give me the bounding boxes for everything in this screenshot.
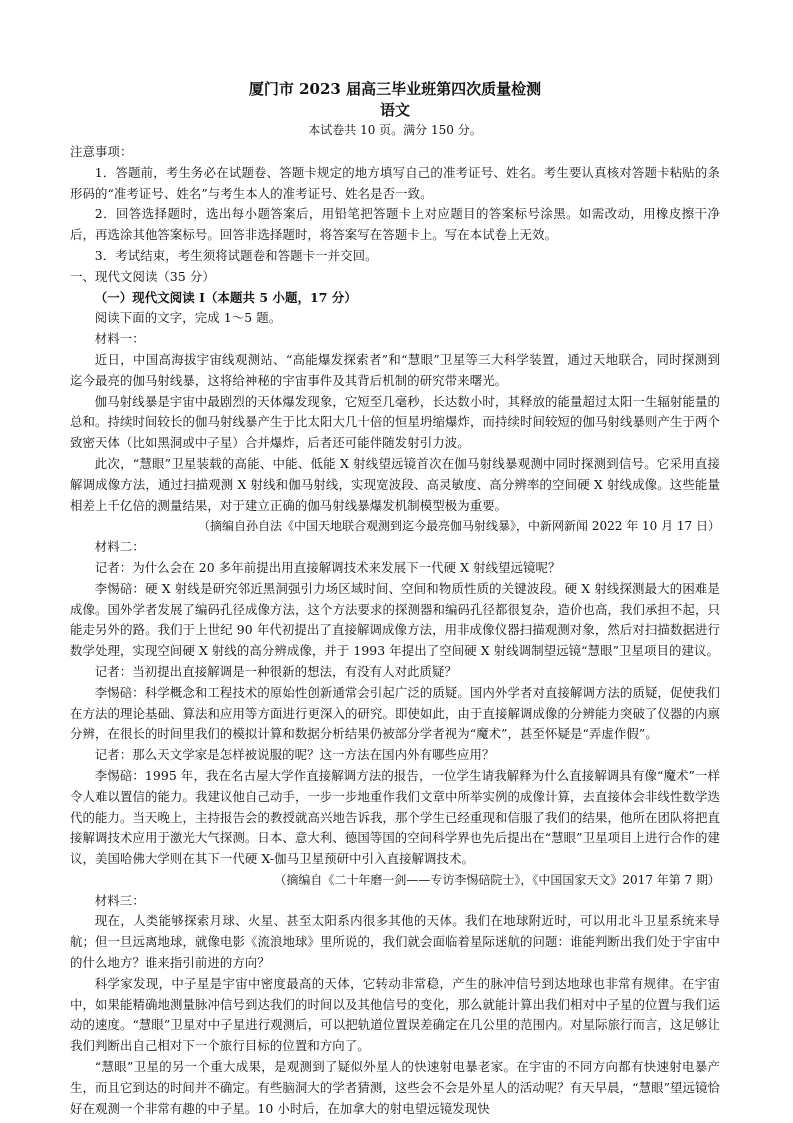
- material2-paragraph: 记者：为什么会在 20 多年前提出用直接解调技术来发展下一代硬 X 射线望远镜呢？: [94, 559, 561, 575]
- notice-item-3: 3．考试结束，考生须将试题卷和答题卡一并交回。: [94, 247, 378, 263]
- material3-label: 材料三：: [94, 892, 145, 908]
- material2-paragraph: 记者：那么天文学家是怎样被说服的呢？这一方法在国内外有哪些应用？: [94, 747, 495, 763]
- subsection-heading: （一）现代文阅读 I（本题共 5 小题，17 分）: [94, 289, 357, 305]
- notice-heading: 注意事项：: [70, 144, 133, 159]
- material1-paragraph: 近日，中国高海拔宇宙线观测站、“高能爆发探索者”和“慧眼”卫星等三大科学装置，通过天地联合，同时探测到迄今最亮的伽马射线暴，这将给神秘的宇宙事件及其背后机制的研究带来曙光。: [70, 351, 720, 388]
- material2-paragraph: 李惕碚：1995 年，我在名古屋大学作直接解调方法的报告，一位学生请我解释为什么直接解调具有像“魔术”一样令人难以置信的能力。我建议他自己动手，一步一步地重作我们文章中所举实例的成像计算，去直接体会非线性数学迭代的能力。当天晚上，主持报告会的教授就高兴地告诉我，那个学生已经重现和信服了我们的结果，他所在团队将把直接解调技术应用于激光大气探测。日本、意大利、德国等国的空间科学界也先后提出在“慧眼”卫星项目上进行合作的建议，美国哈佛大学则在其下一代硬 X-伽马卫星预研中引入直接解调技术。: [70, 767, 720, 867]
- exam-page: [70, 72, 720, 1119]
- section-heading: 一、现代文阅读（35 分）: [70, 268, 215, 284]
- material1-source: （摘编自孙自法《中国天地联合观测到迄今最亮伽马射线暴》，中新网新闻 2022 年 10 月 17 日）: [198, 519, 720, 534]
- material1-label: 材料一：: [94, 331, 145, 347]
- exam-subject: 语文: [379, 101, 410, 119]
- material3-paragraph: 现在，人类能够探索月球、火星、甚至太阳系内很多其他的天体。我们在地球附近时，可以用北斗卫星系统来导航；但一旦远离地球，就像电影《流浪地球》里所说的，我们就会面临着星际迷航的问题：谁能判断出我们处于宇宙中的什么地方？谁来指引前进的方向？: [70, 913, 720, 971]
- material2-source: （摘编自《二十年磨一剑——专访李惕碚院士》，《中国国家天文》2017 年第 7 期）: [274, 872, 720, 887]
- notice-item-1: 1．答题前，考生务必在试题卷、答题卡规定的地方填写自己的准考证号、姓名。考生要认真核对答题卡粘贴的条形码的“准考证号、姓名”与考生本人的准考证号、姓名是否一致。: [70, 164, 720, 201]
- material2-paragraph: 记者：当初提出直接解调是一种很新的想法，有没有人对此质疑？: [94, 663, 458, 679]
- material1-paragraph: 伽马射线暴是宇宙中最剧烈的天体爆发现象，它短至几毫秒，长达数小时，其释放的能量超过太阳一生辐射能量的总和。持续时间较长的伽马射线暴产生于比太阳大几十倍的恒星坍缩爆炸，而持续时间较短的伽马射线暴则产生于两个致密天体（比如黑洞或中子星）合并爆炸，后者还可能伴随发射引力波。: [70, 393, 720, 451]
- notice-item-2: 2．回答选择题时，选出每小题答案后，用铅笔把答题卡上对应题目的答案标号涂黑。如需改动，用橡皮擦干净后，再选涂其他答案标号。回答非选择题时，将答案写在答题卡上。写在本试卷上无效。: [70, 206, 720, 243]
- material2-paragraph: 李惕碚：科学概念和工程技术的原始性创新通常会引起广泛的质疑。国内外学者对直接解调方法的质疑，促使我们在方法的理论基础、算法和应用等方面进行更深入的研究。即使如此，由于直接解调成像的分辨能力突破了仪器的内禀分辨，在很长的时间里我们的模拟计算和数据分析结果仍被部分学者视为“魔术”，甚至怀疑是“弄虚作假”。: [70, 684, 720, 742]
- material3-paragraph: “慧眼”卫星的另一个重大成果，是观测到了疑似外星人的快速射电暴老家。在宇宙的不同方向都有快速射电暴产生，而且它到达的时间并不确定。有些脑洞大的学者猜测，这些会不会是外星人的活动呢？有天早晨，“慧眼”望远镜恰好在观测一个非常有趣的中子星。10 小时后，在加拿大的射电望远镜发现快: [70, 1059, 720, 1116]
- material2-label: 材料二：: [94, 539, 145, 555]
- material2-paragraph: 李惕碚：硬 X 射线是研究邻近黑洞强引力场区域时间、空间和物质性质的关键波段。硬 X 射线探测最大的困难是成像。国外学者发展了编码孔径成像方法，这个方法要求的探测器和编码孔径都很复杂，造价也高，我们承担不起，只能走另外的路。我们于上世纪 90 年代初提出了直接解调成像方法，用非成像仪器扫描观测对象，然后对扫描数据进行数学处理，实现空间硬 X 射线的高分辨成像，并于 1993 年提出了空间硬 X 射线调制望远镜“慧眼”卫星项目的建议。: [70, 580, 720, 659]
- exam-meta: 本试卷共 10 页。满分 150 分。: [308, 123, 482, 137]
- instruction: 阅读下面的文字，完成 1～5 题。: [94, 310, 282, 326]
- exam-title: 厦门市 2023 届高三毕业班第四次质量检测: [248, 80, 542, 98]
- material3-paragraph: 科学家发现，中子星是宇宙中密度最高的天体，它转动非常稳，产生的脉冲信号到达地球也非常有规律。在宇宙中，如果能精确地测量脉冲信号到达我们的时间以及其他信号的变化，那么就能计算出我们相对中子星的位置与我们运动的速度。“慧眼”卫星对中子星进行观测后，可以把轨道位置误差确定在几公里的范围内。对星际旅行而言，这足够让我们判断出自己相对下一个旅行目标的位置和方向了。: [70, 975, 720, 1054]
- material1-paragraph: 此次，“慧眼”卫星装载的高能、中能、低能 X 射线望远镜首次在伽马射线暴观测中同时探测到信号。它采用直接解调成像方法，通过扫描观测 X 射线和伽马射线，实现宽波段、高灵敏度、高分辨率的空间硬 X 射线成像。这些能量相差上千亿倍的测量结果，对于建立正确的伽马射线暴爆发机制模型极为重要。: [70, 455, 720, 513]
